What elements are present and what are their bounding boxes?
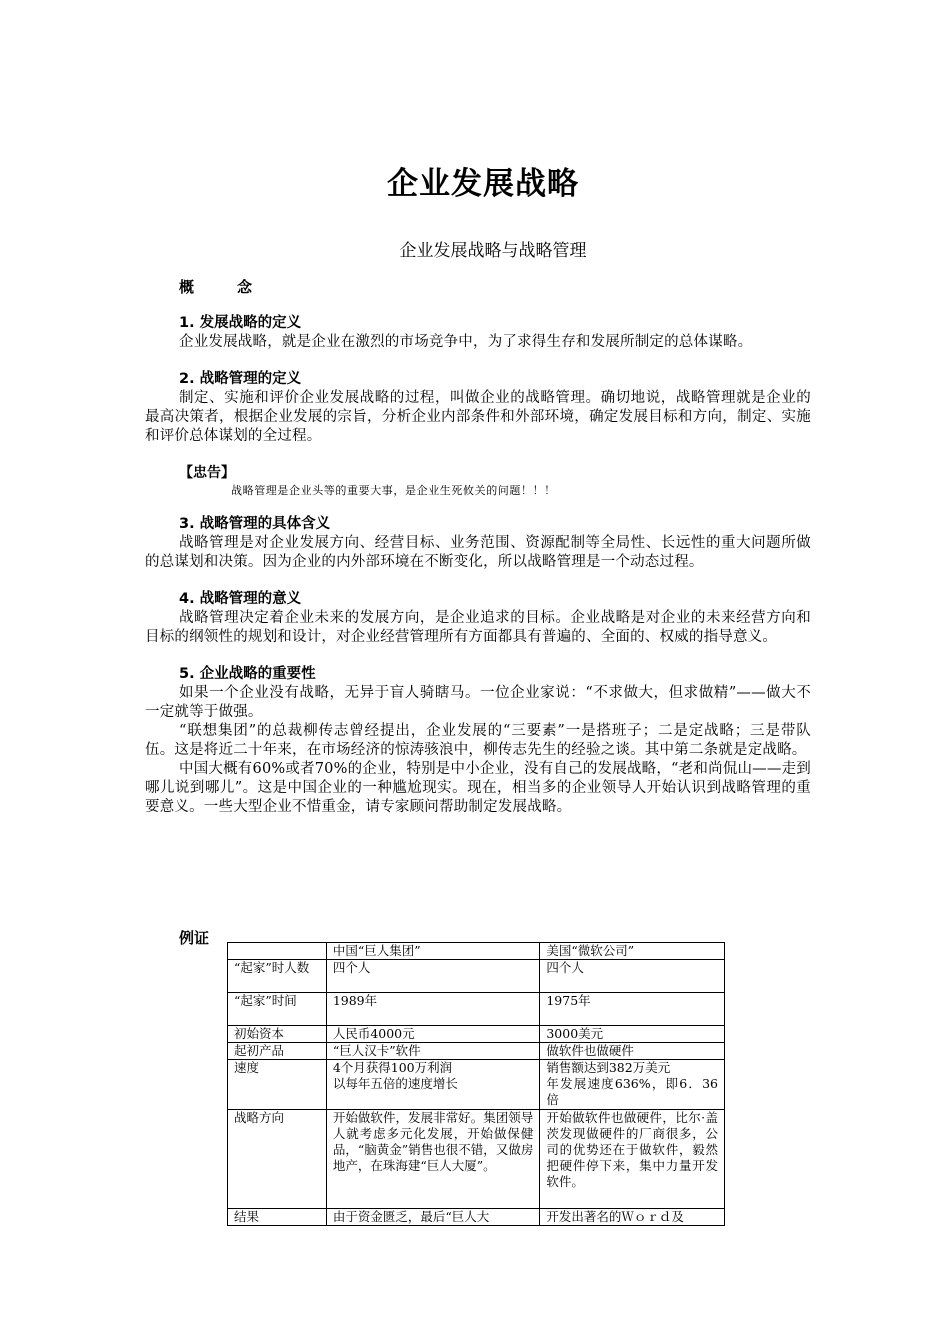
section-heading: 1. 发展战略的定义	[179, 315, 302, 331]
table-cell: “巨人汉卡”软件	[326, 1043, 540, 1060]
table-cell: 美国“微软公司”	[540, 943, 725, 960]
section-paragraph: 中国大概有60%或者70%的企业，特别是中小企业，没有自己的发展战略，“老和尚侃山——走到哪儿说到哪儿”。这是中国企业的一种尴尬现实。现在，相当多的企业领导人开始认识到战略管理的重要意义。一些大型企业不惜重金，请专家顾问帮助制定发展战略。	[145, 761, 811, 815]
table-row	[228, 960, 725, 993]
table-cell: 开发出著名的Ｗｏｒｄ及	[540, 1209, 725, 1226]
section-paragraph: “联想集团”的总裁柳传志曾经提出，企业发展的“三要素”一是搭班子；二是定战略；三是带队伍。这是将近二十年来，在市场经济的惊涛骇浪中，柳传志先生的经验之谈。其中第二条就是定战略。	[145, 723, 811, 758]
table-cell: 由于资金匮乏，最后“巨人大	[326, 1209, 540, 1226]
comparison-table	[227, 942, 725, 1226]
table-cell: 做软件也做硬件	[540, 1043, 725, 1060]
table-cell: 开始做软件，发展非常好。集团领导人就考虑多元化发展，开始做保健品，“脑黄金”销售也很不错，又做房地产，在珠海建“巨人大厦”。	[326, 1110, 540, 1209]
table-cell: 四个人	[540, 960, 725, 993]
table-row	[228, 1026, 725, 1043]
table-row	[228, 1110, 725, 1209]
table-cell: 速度	[228, 1060, 327, 1110]
section-heading: 2. 战略管理的定义	[179, 371, 302, 387]
section-paragraph: 战略管理决定着企业未来的发展方向，是企业追求的目标。企业战略是对企业的未来经营方向和目标的纲领性的规划和设计，对企业经营管理所有方面都具有普遍的、全面的、权威的指导意义。	[145, 610, 811, 645]
table-cell: 销售额达到382万美元 年发展速度636%，即6．36倍	[540, 1060, 725, 1110]
concept-heading: 概 念	[179, 278, 267, 296]
table-cell: 起初产品	[228, 1043, 327, 1060]
warning-text: 战略管理是企业头等的重要大事，是企业生死攸关的问题！！！	[231, 484, 556, 497]
section-heading: 3. 战略管理的具体含义	[179, 516, 331, 532]
table-row	[228, 1043, 725, 1060]
table-cell: 开始做软件也做硬件，比尔·盖茨发现做硬件的厂商很多，公司的优势还在于做软件，毅然把硬件停下来，集中力量开发软件。	[540, 1110, 725, 1209]
table-cell: 结果	[228, 1209, 327, 1226]
table-cell: 初始资本	[228, 1026, 327, 1043]
table-cell: 战略方向	[228, 1110, 327, 1209]
section-heading: 4. 战略管理的意义	[179, 591, 302, 607]
section-paragraph: 如果一个企业没有战略，无异于盲人骑瞎马。一位企业家说：“不求做大，但求做精”——做大不一定就等于做强。	[145, 685, 811, 720]
document-title: 企业发展战略	[387, 166, 579, 202]
table-row	[228, 993, 725, 1026]
table-cell: 人民币4000元	[326, 1026, 540, 1043]
section-paragraph: 战略管理是对企业发展方向、经营目标、业务范围、资源配制等全局性、长远性的重大问题所做的总谋划和决策。因为企业的内外部环境在不断变化，所以战略管理是一个动态过程。	[145, 535, 811, 570]
section-paragraph: 企业发展战略，就是企业在激烈的市场竞争中，为了求得生存和发展所制定的总体谋略。	[179, 334, 753, 350]
table-cell: 4个月获得100万利润 以每年五倍的速度增长	[326, 1060, 540, 1110]
document-body	[145, 276, 811, 817]
section-heading: 5. 企业战略的重要性	[179, 666, 316, 682]
section-paragraph: 制定、实施和评价企业发展战略的过程，叫做企业的战略管理。确切地说，战略管理就是企业的最高决策者，根据企业发展的宗旨，分析企业内部条件和外部环境，确定发展目标和方向，制定、实施和评价总体谋划的全过程。	[145, 390, 811, 444]
document-subtitle: 企业发展战略与战略管理	[399, 241, 587, 261]
table-cell: 中国“巨人集团”	[326, 943, 540, 960]
table-row	[228, 1209, 725, 1226]
table-cell	[228, 943, 327, 960]
table-cell: “起家”时间	[228, 993, 327, 1026]
example-heading: 例证	[179, 929, 210, 947]
table-cell: “起家”时人数	[228, 960, 327, 993]
table-cell: 3000美元	[540, 1026, 725, 1043]
table-row	[228, 1060, 725, 1110]
table-header-row	[228, 943, 725, 960]
table-cell: 四个人	[326, 960, 540, 993]
table-cell: 1975年	[540, 993, 725, 1026]
table-cell: 1989年	[326, 993, 540, 1026]
warning-heading: 【忠告】	[179, 465, 235, 481]
